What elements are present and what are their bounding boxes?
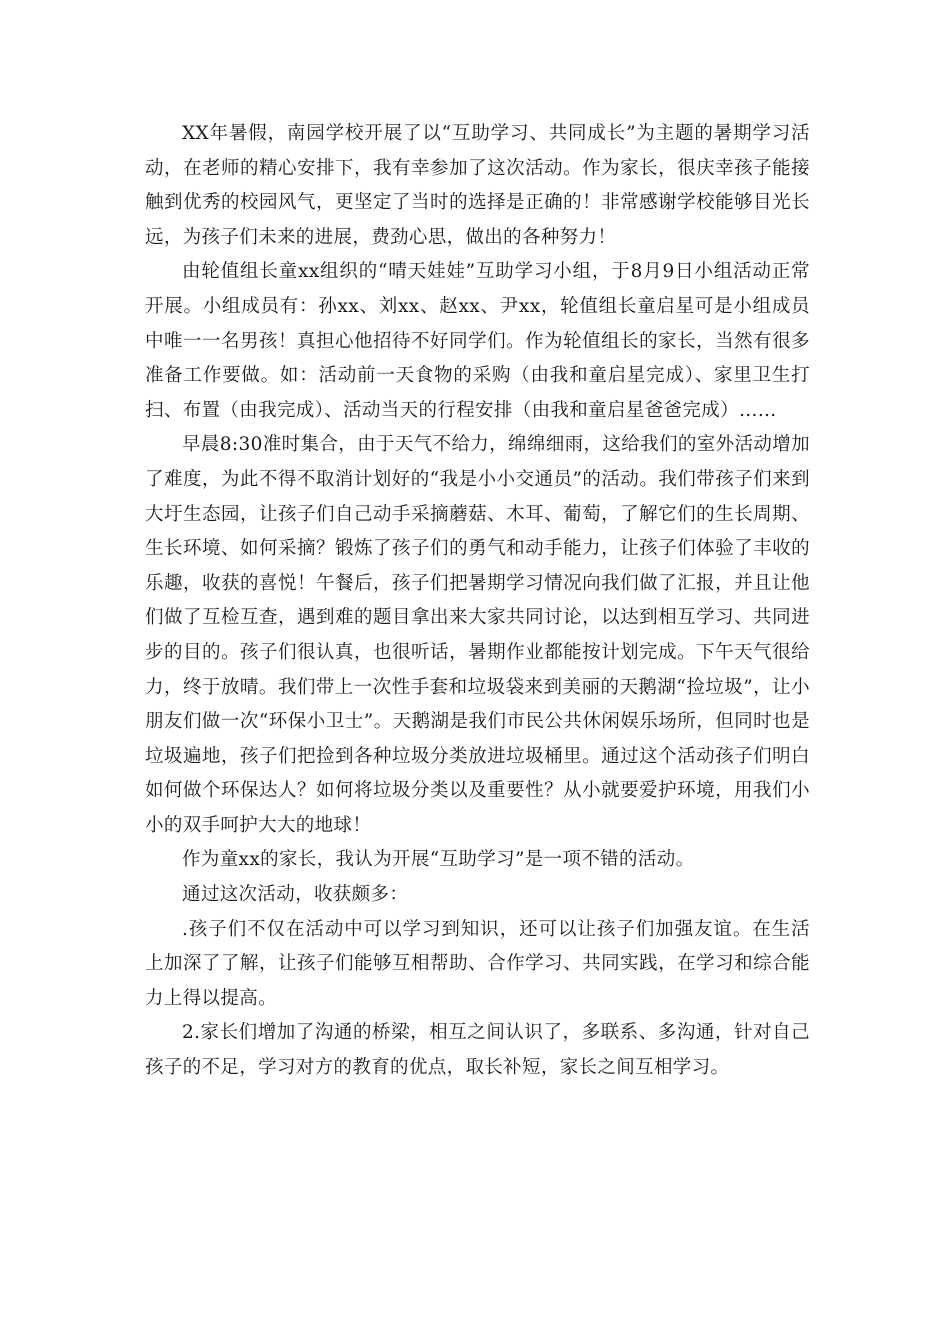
paragraph-group-preparation: 由轮值组长童xx组织的“晴天娃娃”互助学习小组，于8月9日小组活动正常开展。小组成员有：孙xx、刘xx、赵xx、尹xx，轮值组长童启星可是小组成员中唯一一名男孩！真担心他招待不好同学们。作为轮值组长的家长，当然有很多准备工作要做。如：活动前一天食物的采购（由我和童启星完成）、家里卫生打扫、布置（由我完成）、活动当天的行程安排（由我和童启星爸爸完成）…… bbox=[145, 261, 810, 421]
document-body bbox=[145, 117, 810, 1086]
paragraph-gain-parents: 2.家长们增加了沟通的桥梁，相互之间认识了，多联系、多沟通，针对自己孩子的不足，学习对方的教育的优点，取长补短，家长之间互相学习。 bbox=[145, 1022, 810, 1079]
paragraph-parent-opinion: 作为童xx的家长，我认为开展“互助学习”是一项不错的活动。 bbox=[182, 849, 695, 871]
paragraph-gains-intro: 通过这次活动，收获颇多： bbox=[182, 884, 409, 906]
paragraph-summer-activity-intro: XX年暑假，南园学校开展了以“互助学习、共同成长”为主题的暑期学习活动，在老师的精心安排下，我有幸参加了这次活动。作为家长，很庆幸孩子能接触到优秀的校园风气，更坚定了当时的选择是正确的！非常感谢学校能够目光长远，为孩子们未来的进展，费劲心思，做出的各种努力！ bbox=[145, 123, 810, 248]
paragraph-activity-day: 早晨8:30准时集合，由于天气不给力，绵绵细雨，这给我们的室外活动增加了难度，为此不得不取消计划好的“我是小小交通员”的活动。我们带孩子们来到大圩生态园，让孩子们自己动手采摘蘑菇、木耳、葡萄，了解它们的生长周期、生长环境、如何采摘？锻炼了孩子们的勇气和动手能力，让孩子们体验了丰收的乐趣，收获的喜悦！午餐后，孩子们把暑期学习情况向我们做了汇报，并且让他们做了互检互查，遇到难的题目拿出来大家共同讨论，以达到相互学习、共同进步的目的。孩子们很认真，也很听话，暑期作业都能按计划完成。下午天气很给力，终于放晴。我们带上一次性手套和垃圾袋来到美丽的天鹅湖“捡垃圾”，让小朋友们做一次“环保小卫士”。天鹅湖是我们市民公共休闲娱乐场所，但同时也是垃圾遍地，孩子们把捡到各种垃圾分类放进垃圾桶里。通过这个活动孩子们明白如何做个环保达人？如何将垃圾分类以及重要性？从小就要爱护环境，用我们小小的双手呵护大大的地球！ bbox=[145, 434, 810, 836]
paragraph-gain-children: .孩子们不仅在活动中可以学习到知识，还可以让孩子们加强友谊。在生活上加深了了解，让孩子们能够互相帮助、合作学习、共同实践，在学习和综合能力上得以提高。 bbox=[145, 918, 810, 1009]
